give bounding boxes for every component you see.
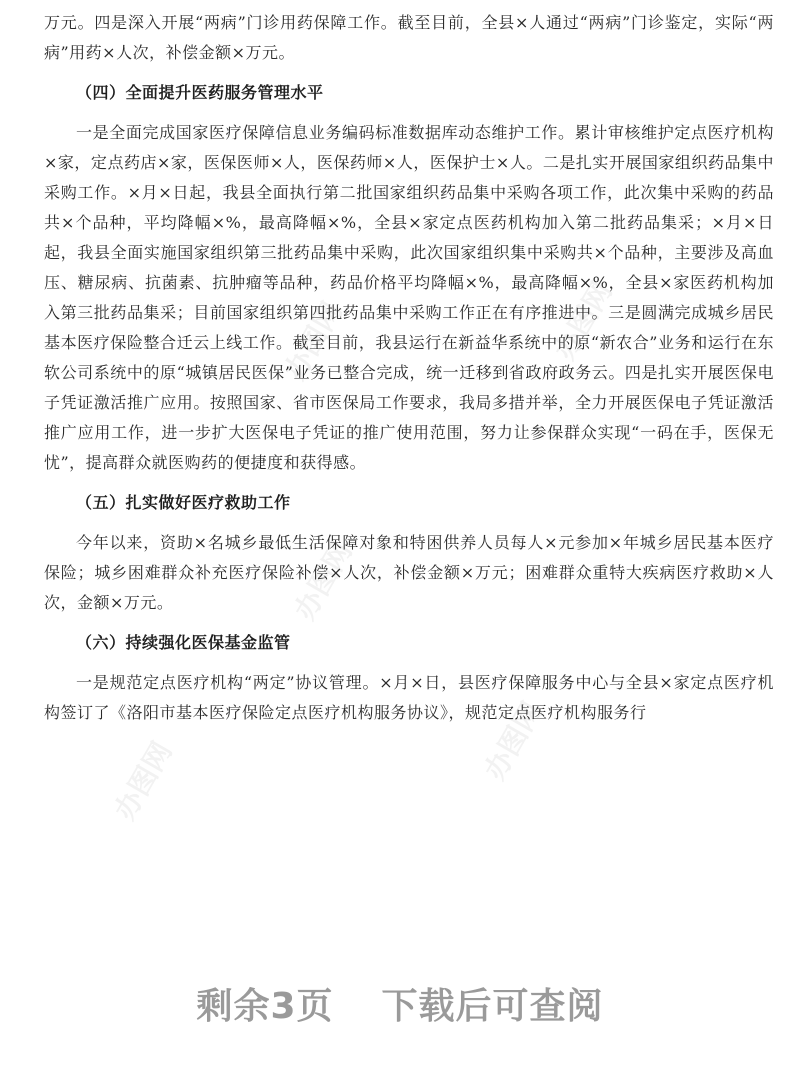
watermark: 办图网 bbox=[108, 736, 179, 826]
paragraph-continued: 万元。四是深入开展“两病”门诊用药保障工作。截至目前，全县×人通过“两病”门诊鉴定，实际“两病”用药×人次，补偿金额×万元。 bbox=[44, 13, 774, 62]
watermark: 办图网 bbox=[278, 296, 349, 386]
paragraph-section-4: 一是全面完成国家医疗保障信息业务编码标准数据库动态维护工作。累计审核维护定点医疗机构×家，定点药店×家，医保医师×人，医保药师×人，医保护士×人。二是扎实开展国家组织药品集中采购工作。×月×日起，我县全面执行第二批国家组织药品集中采购各项工作，此次集中采购的药品共×个品种，平均降幅×%，最高降幅×%，全县×家定点医药机构加入第二批药品集采；×月×日起，我县全面实施国家组织第三批药品集中采购，此次国家组织集中采购共×个品种，主要涉及高血压、糖尿病、抗菌素、抗肿瘤等品种，药品价格平均降幅×%，最高降幅×%，全县×家医药机构加入第三批药品集采；目前国家组织第四批药品集中采购工作正在有序推进中。三是圆满完成城乡居民基本医疗保险整合迁云上线工作。截至目前，我县运行在新益华系统中的原“新农合”业务和运行在东软公司系统中的原“城镇居民医保”业务已整合完成，统一迁移到省政府政务云。四是扎实开展医保电子凭证激活推广应用。按照国家、省市医保局工作要求，我局多措并举，全力开展医保电子凭证激活推广应用工作，进一步扩大医保电子凭证的推广使用范围，努力让参保群众实现“一码在手，医保无忧”，提高群众就医购药的便捷度和获得感。 bbox=[44, 123, 774, 472]
document-body bbox=[44, 8, 774, 728]
remaining-pages-label: 剩余3页 bbox=[196, 986, 334, 1027]
watermark: 办图网 bbox=[478, 696, 549, 786]
download-banner[interactable] bbox=[0, 978, 800, 1029]
watermark: 办图网 bbox=[548, 276, 619, 366]
watermark: 办图网 bbox=[288, 536, 359, 626]
download-hint-label: 下载后可查阅 bbox=[381, 986, 604, 1027]
section-heading-4: （四）全面提升医药服务管理水平 bbox=[76, 83, 324, 102]
paragraph-section-6: 一是规范定点医疗机构“两定”协议管理。×月×日，县医疗保障服务中心与全县×家定点医疗机构签订了《洛阳市基本医疗保险定点医疗机构服务协议》，规范定点医疗机构服务行 bbox=[44, 673, 774, 722]
paragraph-section-5: 今年以来，资助×名城乡最低生活保障对象和特困供养人员每人×元参加×年城乡居民基本医疗保险；城乡困难群众补充医疗保险补偿×人次，补偿金额×万元；困难群众重特大疾病医疗救助×人次，金额×万元。 bbox=[44, 533, 774, 612]
section-heading-5: （五）扎实做好医疗救助工作 bbox=[76, 493, 291, 512]
section-heading-6: （六）持续强化医保基金监管 bbox=[76, 633, 291, 652]
